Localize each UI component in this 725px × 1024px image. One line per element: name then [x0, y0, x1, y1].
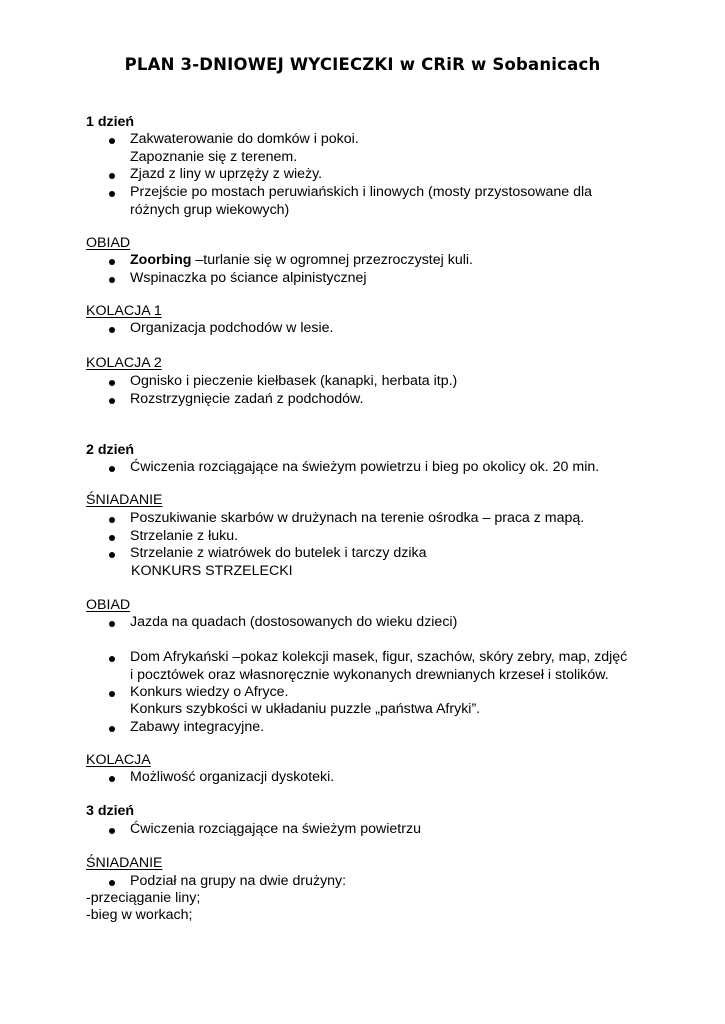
- list-item: Możliwość organizacji dyskoteki.: [130, 769, 335, 785]
- bullet-icon: [109, 138, 115, 144]
- list-item: Zabawy integracyjne.: [130, 719, 265, 735]
- list-item-continuation: Konkurs szybkości w układaniu puzzle „państwa Afryki”.: [130, 701, 481, 717]
- list-item: Ćwiczenia rozciągające na świeżym powietrzu i bieg po okolicy ok. 20 min.: [130, 459, 600, 475]
- list-item: [130, 252, 473, 269]
- list-item-continuation: i pocztówek oraz własnoręcznie wykonanych drewnianych krzeseł i stolików.: [130, 667, 609, 683]
- section-heading-obiad: OBIAD: [86, 597, 131, 613]
- day1-heading: 1 dzień: [86, 114, 135, 130]
- list-item-continuation: KONKURS STRZELECKI: [131, 563, 293, 579]
- list-item: Ćwiczenia rozciągające na świeżym powietrzu: [130, 821, 421, 837]
- zoorbing-term: Zoorbing: [130, 252, 192, 268]
- list-item: Zjazd z liny w uprzęży z wieży.: [130, 166, 323, 182]
- section-heading-sniadanie: ŚNIADANIE: [86, 492, 163, 508]
- section-heading-kolacja: KOLACJA: [86, 752, 151, 768]
- bullet-icon: [109, 517, 115, 523]
- bullet-icon: [109, 726, 115, 732]
- document-title: PLAN 3-DNIOWEJ WYCIECZKI w CRiR w Sobanicach: [124, 55, 601, 74]
- list-item: Zakwaterowanie do domków i pokoi.: [130, 131, 359, 147]
- bullet-icon: [109, 691, 115, 697]
- list-item: Konkurs wiedzy o Afryce.: [130, 684, 289, 700]
- bullet-icon: [109, 277, 115, 283]
- list-item: Wspinaczka po ściance alpinistycznej: [130, 270, 367, 286]
- bullet-icon: [109, 259, 115, 265]
- list-item: Rozstrzygnięcie zadań z podchodów.: [130, 391, 364, 407]
- bullet-icon: [109, 398, 115, 404]
- list-item: Poszukiwanie skarbów w drużynach na terenie ośrodka – praca z mapą.: [130, 510, 585, 526]
- list-item: Strzelanie z wiatrówek do butelek i tarczy dzika: [130, 545, 427, 561]
- section-heading-kolacja1: KOLACJA 1: [86, 303, 162, 319]
- bullet-icon: [109, 535, 115, 541]
- list-item: Przejście po mostach peruwiańskich i linowych (mosty przystosowane dla: [130, 184, 593, 200]
- list-item: Organizacja podchodów w lesie.: [130, 320, 334, 336]
- dash-item: -przeciąganie liny;: [86, 890, 201, 906]
- list-item: Jazda na quadach (dostosowanych do wieku dzieci): [130, 614, 458, 630]
- list-item: Strzelanie z łuku.: [130, 528, 239, 544]
- bullet-icon: [109, 380, 115, 386]
- list-item-continuation: Zapoznanie się z terenem.: [130, 149, 298, 165]
- section-heading-kolacja2: KOLACJA 2: [86, 355, 162, 371]
- list-item: Dom Afrykański –pokaz kolekcji masek, figur, szachów, skóry zebry, map, zdjęć: [130, 649, 628, 665]
- bullet-icon: [109, 880, 115, 886]
- bullet-icon: [109, 191, 115, 197]
- bullet-icon: [109, 621, 115, 627]
- day2-heading: 2 dzień: [86, 442, 135, 458]
- bullet-icon: [109, 466, 115, 472]
- bullet-icon: [109, 327, 115, 333]
- section-heading-sniadanie: ŚNIADANIE: [86, 855, 163, 871]
- bullet-icon: [109, 828, 115, 834]
- list-item: Ognisko i pieczenie kiełbasek (kanapki, herbata itp.): [130, 373, 458, 389]
- section-heading-obiad: OBIAD: [86, 235, 131, 251]
- bullet-icon: [109, 776, 115, 782]
- day3-heading: 3 dzień: [86, 803, 135, 819]
- list-item: Podział na grupy na dwie drużyny:: [130, 873, 347, 889]
- bullet-icon: [109, 552, 115, 558]
- list-item-continuation: różnych grup wiekowych): [130, 202, 290, 218]
- dash-item: -bieg w workach;: [86, 907, 193, 923]
- bullet-icon: [109, 173, 115, 179]
- zoorbing-description: –turlanie się w ogromnej przezroczystej kuli.: [191, 252, 473, 268]
- bullet-icon: [109, 656, 115, 662]
